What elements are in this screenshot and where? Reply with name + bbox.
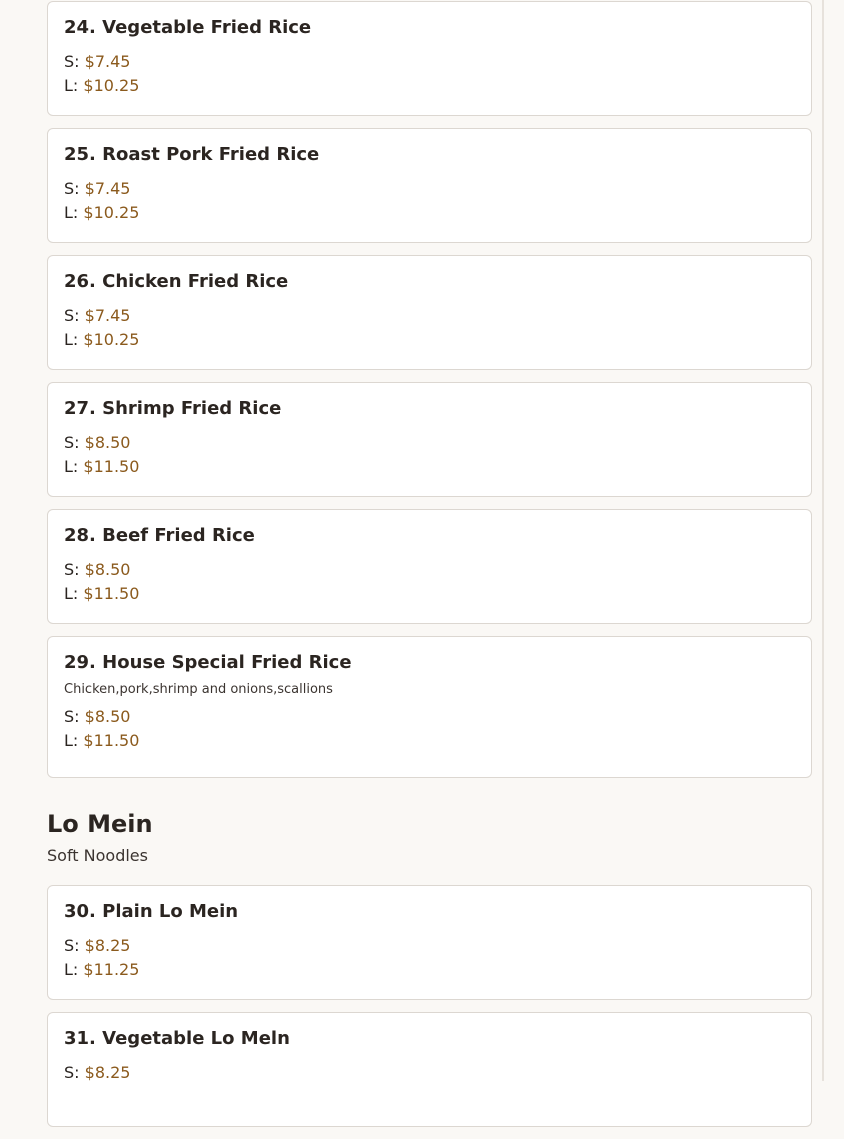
size-label: L:	[64, 584, 79, 603]
menu-item-name: 29. House Special Fried Rice	[64, 652, 352, 673]
size-label: L:	[64, 960, 79, 979]
menu-item-card[interactable]	[47, 1, 812, 116]
menu-item-name: 28. Beef Fried Rice	[64, 525, 255, 546]
size-label: S:	[64, 1063, 80, 1082]
menu-item-card[interactable]	[47, 128, 812, 243]
small-price-row	[64, 1061, 795, 1085]
small-price-row	[64, 934, 795, 958]
small-price-row	[64, 705, 795, 729]
menu-item-name: 26. Chicken Fried Rice	[64, 271, 289, 292]
large-price-row	[64, 328, 795, 352]
small-price-row	[64, 431, 795, 455]
size-label: L:	[64, 76, 79, 95]
price-value: $8.25	[84, 1063, 131, 1082]
menu-item-name: 25. Roast Pork Fried Rice	[64, 144, 320, 165]
menu-item-name: 27. Shrimp Fried Rice	[64, 398, 282, 419]
small-price-row	[64, 304, 795, 328]
menu-item-card[interactable]	[47, 255, 812, 370]
menu-item-description: Chicken,pork,shrimp and onions,scallions	[64, 682, 333, 697]
price-value: $7.45	[84, 306, 131, 325]
price-value: $8.50	[84, 560, 131, 579]
price-value: $7.45	[84, 179, 131, 198]
large-price-row	[64, 958, 795, 982]
menu-item-card[interactable]	[47, 382, 812, 497]
size-label: S:	[64, 707, 80, 726]
size-label: S:	[64, 52, 80, 71]
menu-item-name: 30. Plain Lo Mein	[64, 901, 239, 922]
size-label: S:	[64, 433, 80, 452]
price-value: $11.50	[83, 457, 140, 476]
large-price-row	[64, 729, 795, 753]
price-value: $8.25	[84, 936, 131, 955]
size-label: S:	[64, 179, 80, 198]
size-label: L:	[64, 731, 79, 750]
size-label: L:	[64, 457, 79, 476]
large-price-row	[64, 582, 795, 606]
lo-mein-section	[47, 810, 812, 1127]
menu-item-card[interactable]	[47, 1012, 812, 1127]
price-value: $11.25	[83, 960, 140, 979]
size-label: S:	[64, 306, 80, 325]
large-price-row	[64, 201, 795, 225]
price-value: $10.25	[83, 330, 140, 349]
price-value: $10.25	[83, 76, 140, 95]
menu-item-card[interactable]	[47, 636, 812, 778]
size-label: L:	[64, 330, 79, 349]
menu-item-card[interactable]	[47, 509, 812, 624]
size-label: S:	[64, 560, 80, 579]
small-price-row	[64, 177, 795, 201]
menu-list	[47, 1, 812, 1139]
large-price-row	[64, 74, 795, 98]
size-label: S:	[64, 936, 80, 955]
section-title: Lo Mein	[47, 810, 153, 838]
price-value: $11.50	[83, 731, 140, 750]
small-price-row	[64, 558, 795, 582]
price-value: $8.50	[84, 707, 131, 726]
large-price-row	[64, 455, 795, 479]
price-value: $8.50	[84, 433, 131, 452]
price-value: $7.45	[84, 52, 131, 71]
section-subtitle: Soft Noodles	[47, 846, 148, 865]
menu-item-card[interactable]	[47, 885, 812, 1000]
price-value: $11.50	[83, 584, 140, 603]
price-value: $10.25	[83, 203, 140, 222]
size-label: L:	[64, 203, 79, 222]
page-divider	[822, 0, 824, 1081]
menu-item-name: 24. Vegetable Fried Rice	[64, 17, 312, 38]
menu-item-name: 31. Vegetable Lo Meln	[64, 1028, 290, 1049]
small-price-row	[64, 50, 795, 74]
